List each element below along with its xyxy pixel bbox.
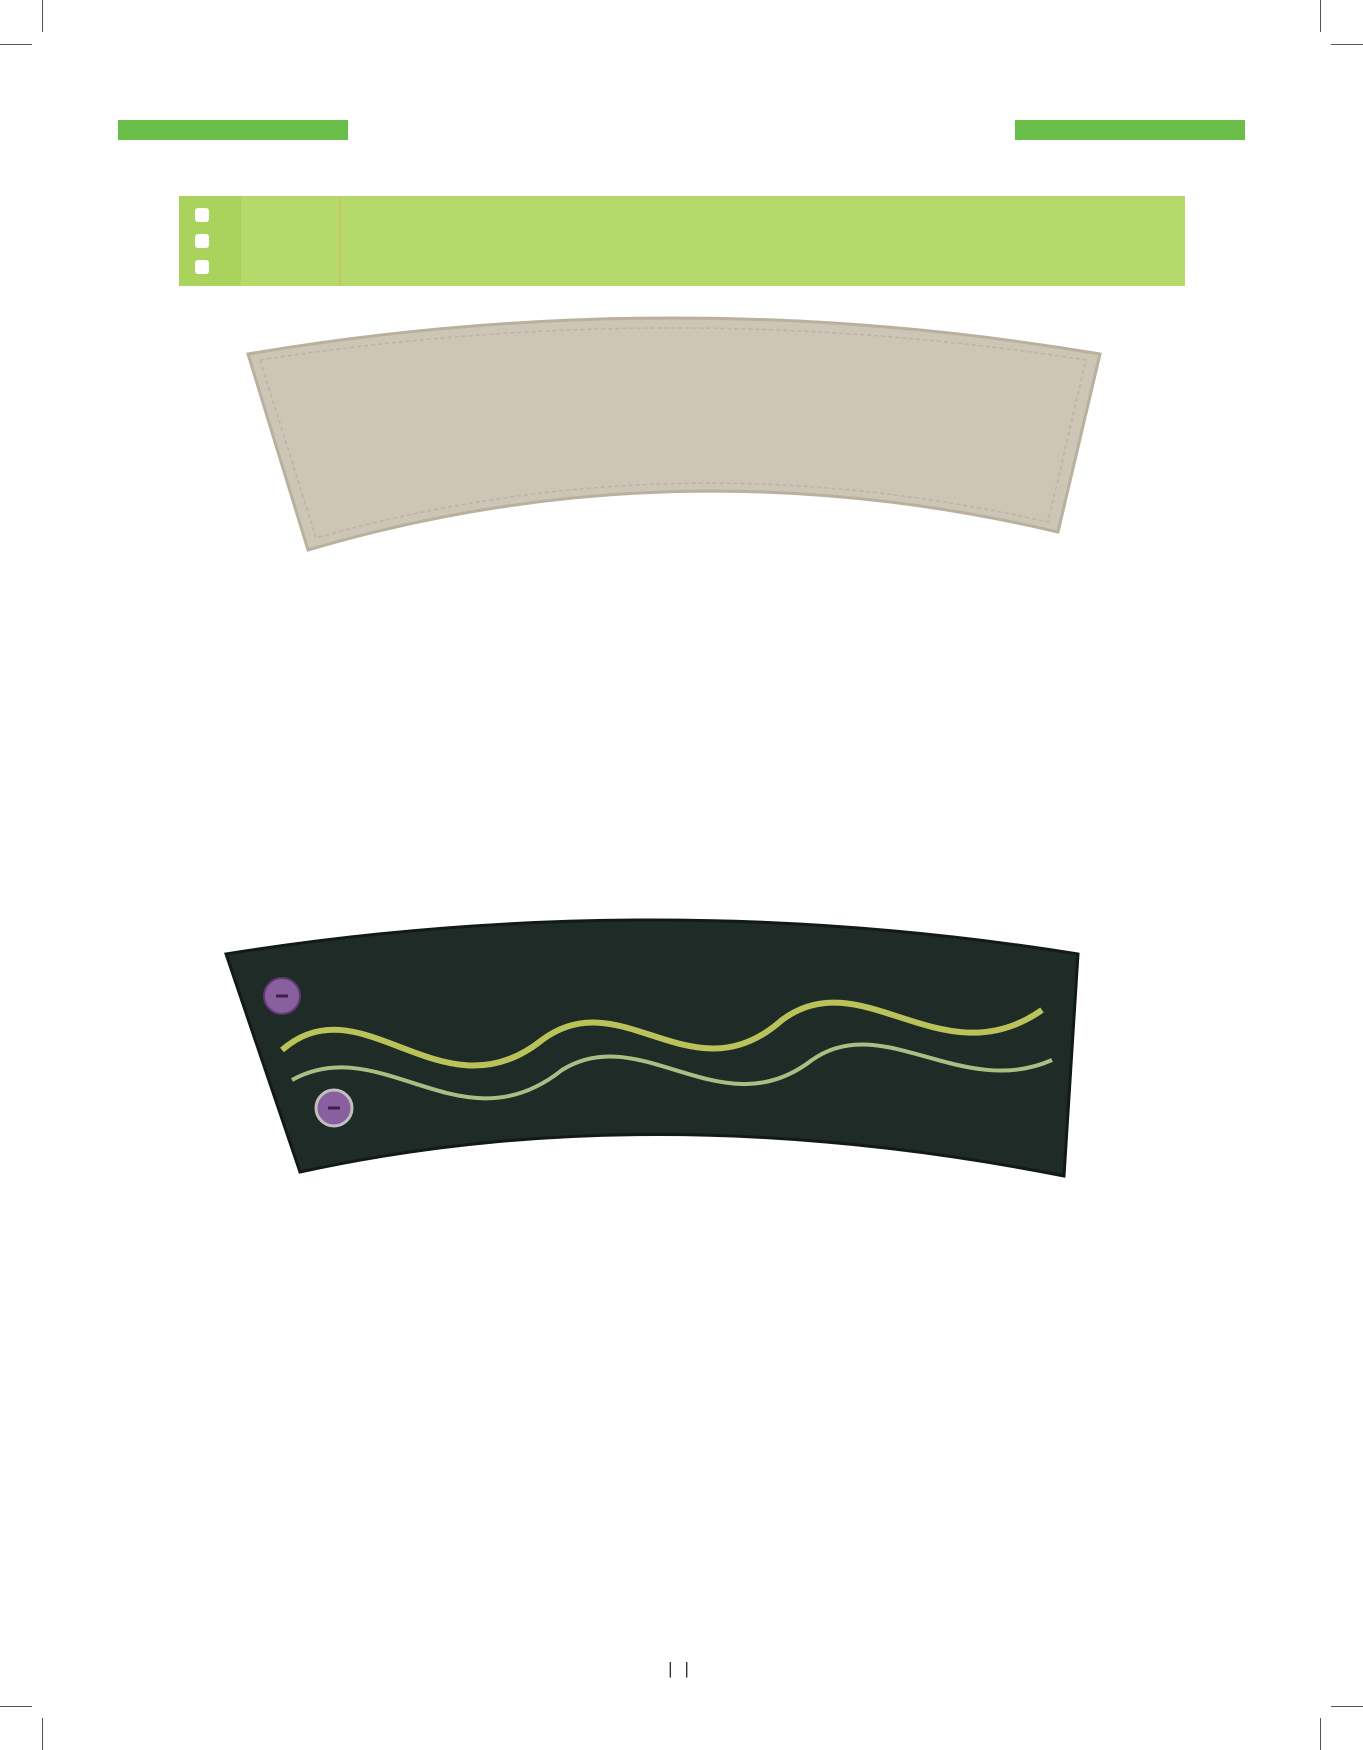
crop-mark: [1320, 1718, 1321, 1750]
crop-mark: [0, 1706, 32, 1707]
footer-separator: |: [668, 1659, 673, 1678]
section-banner: [179, 196, 1185, 286]
crop-mark: [0, 44, 32, 45]
header-bar-right: [1015, 120, 1245, 140]
notebook-strip: [179, 196, 241, 286]
header-bar-left: [118, 120, 348, 140]
footer-separator: |: [684, 1659, 689, 1678]
page-footer: [0, 1659, 1363, 1679]
punch-hole: [195, 234, 209, 248]
banner-fold-line: [339, 196, 341, 286]
coffee-wrap-dots-image: [238, 292, 1110, 560]
crop-mark: [42, 0, 43, 32]
crop-mark: [1331, 44, 1363, 45]
crop-mark: [1331, 1706, 1363, 1707]
crop-mark: [1320, 0, 1321, 32]
punch-hole: [195, 260, 209, 274]
crop-mark: [42, 1718, 43, 1750]
coffee-wrap-floral-image: [222, 900, 1082, 1182]
punch-hole: [195, 208, 209, 222]
